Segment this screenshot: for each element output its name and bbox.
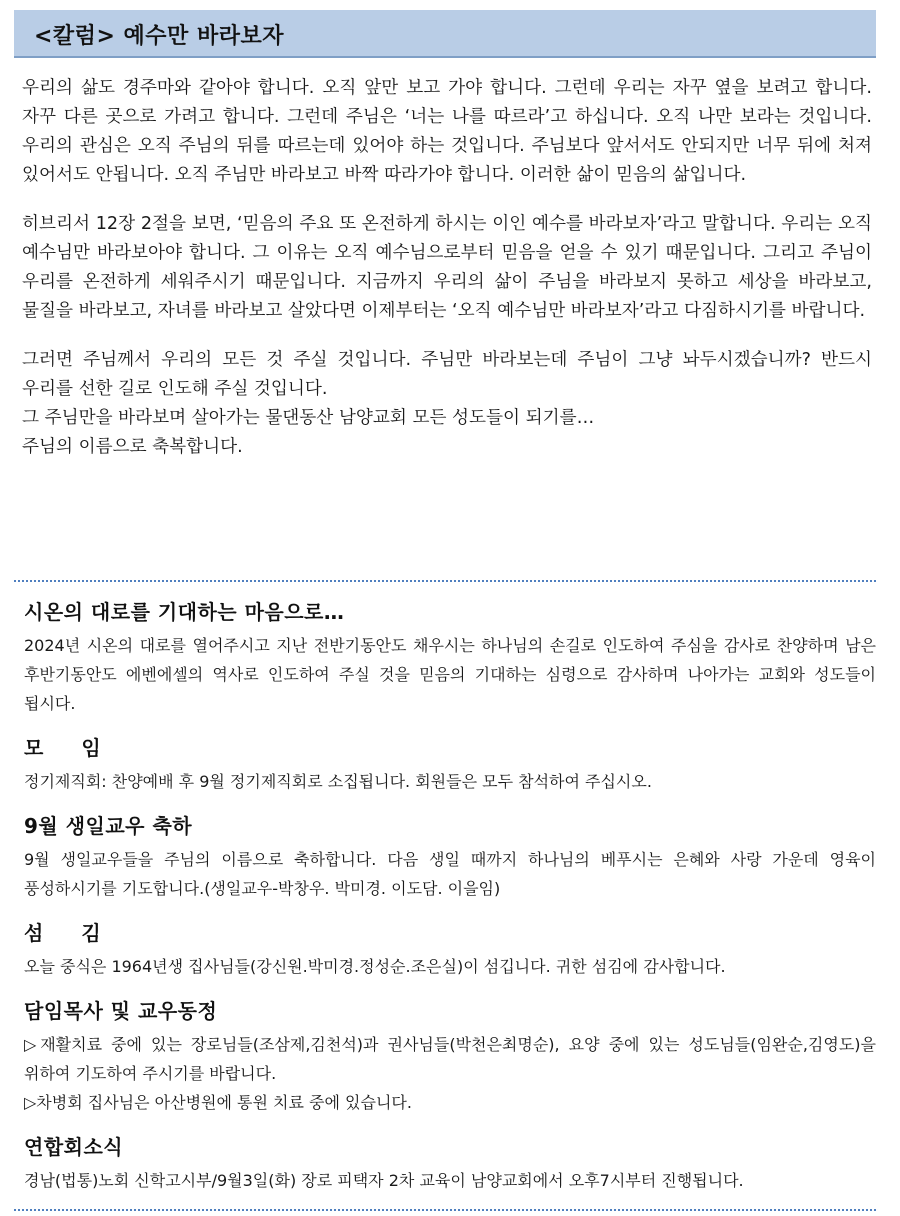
news-text <box>24 631 876 718</box>
column-blessing: 주님의 이름으로 축복합니다. <box>22 437 243 457</box>
news-line: 2024년 시온의 대로를 열어주시고 지난 전반기동안도 채우시는 하나님의 손길로 인도하여 주심을 감사로 찬양하며 남은 후반기동안도 에벤에셀의 역사로 인도하여 주실 것을 믿음의 기대하는 심령으로 감사하며 나아가는 교회와 성도들이 됩시다. <box>24 636 876 713</box>
news-text <box>24 1030 876 1117</box>
news-line: 9월 생일교우들을 주님의 이름으로 축하합니다. 다음 생일 때까지 하나님의 베푸시는 은혜와 사랑 가운데 영육이 풍성하시기를 기도합니다.(생일교우-박창우. 박미경. 이도담. 이을임) <box>24 850 876 898</box>
section-divider <box>14 580 876 582</box>
news-text <box>24 952 876 981</box>
news-union <box>24 1131 876 1195</box>
news-heading: 연합회소식 <box>24 1135 124 1159</box>
news-zion <box>24 596 876 718</box>
news-line: 정기제직회: 찬양예배 후 9월 정기제직회로 소집됩니다. 회원들은 모두 참석하여 주십시오. <box>24 772 652 791</box>
church-news <box>24 596 876 1209</box>
news-line: ▷차병회 집사님은 아산병원에 통원 치료 중에 있습니다. <box>24 1093 412 1112</box>
bottom-divider <box>14 1209 876 1211</box>
news-meeting <box>24 732 876 796</box>
news-pastor-members <box>24 995 876 1117</box>
news-line: 오늘 중식은 1964년생 집사님들(강신원.박미경.정성순.조은실)이 섬깁니다. 귀한 섬김에 감사합니다. <box>24 957 726 976</box>
column-paragraph-2: 히브리서 12장 2절을 보면, ‘믿음의 주요 또 온전하게 하시는 이인 예수를 바라보자’라고 말합니다. 우리는 오직 예수님만 바라보아야 합니다. 그 이유는 오직 예수님으로부터 믿음을 얻을 수 있기 때문입니다. 그리고 주님이 우리를 온전하게 세워주시기 때문입니다. 지금까지 우리의 삶이 주님을 바라보지 못하고 세상을 바라보고, 물질을 바라보고, 자녀를 바라보고 살았다면 이제부터는 ‘오직 예수님만 바라보자’라고 다짐하시기를 바랍니다. <box>22 214 872 321</box>
news-line: ▷재활치료 중에 있는 장로님들(조삼제,김천석)과 권사님들(박천은최명순), 요양 중에 있는 성도님들(임완순,김영도)을 위하여 기도하여 주시기를 바랍니다. <box>24 1035 876 1083</box>
news-heading: 9월 생일교우 축하 <box>24 814 193 838</box>
news-birthday <box>24 810 876 903</box>
column-paragraph-1: 우리의 삶도 경주마와 같아야 합니다. 오직 앞만 보고 가야 합니다. 그런데 우리는 자꾸 옆을 보려고 합니다. 자꾸 다른 곳으로 가려고 합니다. 그런데 주님은 ‘너는 나를 따르라’고 하십니다. 오직 나만 보라는 것입니다. 우리의 관심은 오직 주님의 뒤를 따르는데 있어야 하는 것입니다. 주님보다 앞서서도 안되지만 너무 뒤에 처져 있어서도 안됩니다. 오직 주님만 바라보고 바짝 따라가야 합니다. 이러한 삶이 믿음의 삶입니다. <box>22 78 872 185</box>
news-heading: 시온의 대로를 기대하는 마음으로… <box>24 600 345 624</box>
news-text <box>24 845 876 903</box>
column-body <box>22 74 872 482</box>
column-header-bar <box>14 10 876 58</box>
news-heading: 모임 <box>24 736 139 760</box>
news-heading: 섬김 <box>24 921 139 945</box>
news-text <box>24 767 876 796</box>
column-paragraph-4: 그 주님만을 바라보며 살아가는 물댄동산 남양교회 모든 성도들이 되기를… <box>22 408 595 428</box>
column-paragraph-3: 그러면 주님께서 우리의 모든 것 주실 것입니다. 주님만 바라보는데 주님이 그냥 놔두시겠습니까? 반드시 우리를 선한 길로 인도해 주실 것입니다. <box>22 350 872 399</box>
news-heading: 담임목사 및 교우동정 <box>24 999 218 1023</box>
news-line: 경남(법통)노회 신학고시부/9월3일(화) 장로 피택자 2차 교육이 남양교회에서 오후7시부터 진행됩니다. <box>24 1171 744 1190</box>
news-text <box>24 1166 876 1195</box>
column-title: <칼럼> 예수만 바라보자 <box>34 24 284 49</box>
news-service <box>24 917 876 981</box>
